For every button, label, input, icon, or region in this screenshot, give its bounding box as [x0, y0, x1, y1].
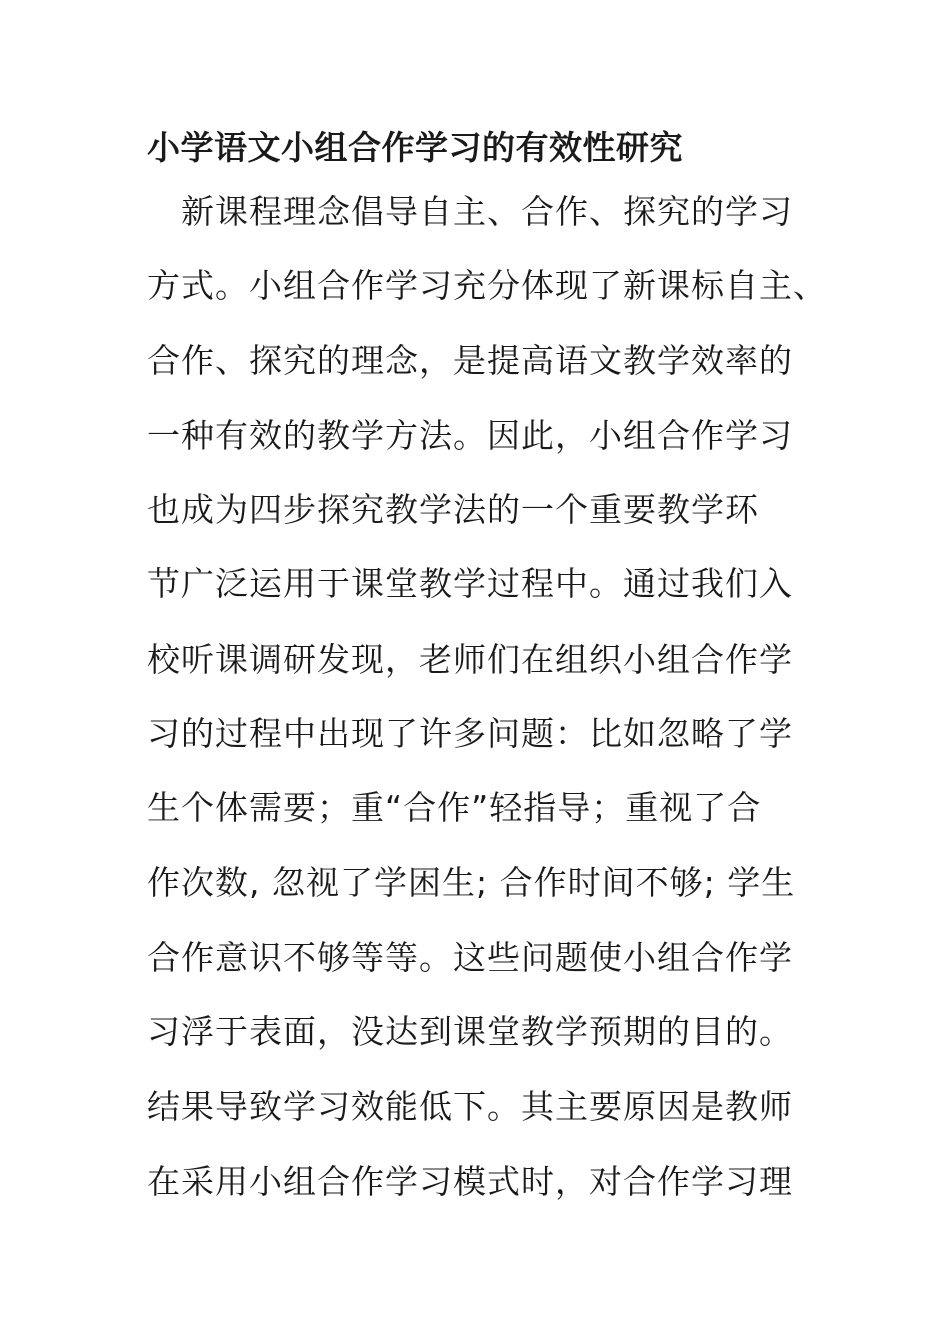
- body-line: 习的过程中出现了许多问题：比如忽略了学: [147, 714, 793, 753]
- body-line: 新课程理念倡导自主、合作、探究的学习: [147, 192, 793, 231]
- body-line: 合作、探究的理念，是提高语文教学效率的: [147, 341, 793, 380]
- body-line: 节广泛运用于课堂教学过程中。通过我们入: [147, 564, 793, 603]
- body-line: 生个体需要；重“合作”轻指导；重视了合: [147, 788, 762, 827]
- body-line: 一种有效的教学方法。因此，小组合作学习: [147, 416, 793, 455]
- body-line: 方式。小组合作学习充分体现了新课标自主、: [147, 266, 827, 305]
- body-line: 在采用小组合作学习模式时，对合作学习理: [147, 1162, 793, 1201]
- body-line: 也成为四步探究教学法的一个重要教学环: [147, 490, 759, 529]
- body-line: 合作意识不够等等。这些问题使小组合作学: [147, 938, 793, 977]
- body-line: 习浮于表面，没达到课堂教学预期的目的。: [147, 1012, 793, 1051]
- document-title: 小学语文小组合作学习的有效性研究: [147, 128, 683, 167]
- body-line: 校听课调研发现，老师们在组织小组合作学: [147, 640, 793, 679]
- body-line: 作次数, 忽视了学困生; 合作时间不够; 学生: [147, 863, 796, 902]
- body-line: 结果导致学习效能低下。其主要原因是教师: [147, 1087, 793, 1126]
